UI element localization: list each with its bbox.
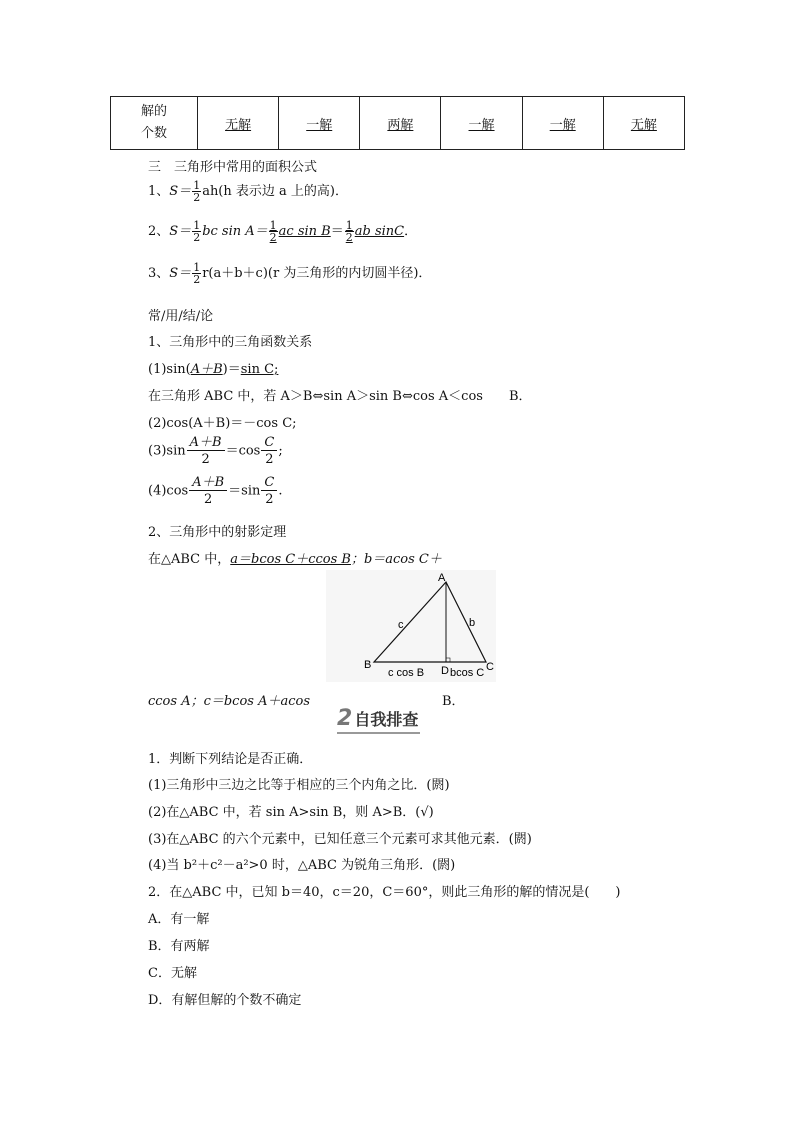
table-cell: 一解 <box>522 97 603 150</box>
table-row-label: 解的 个数 <box>111 97 198 150</box>
q1-item: (2)在△ABC 中，若 sin A>sin B，则 A>B．(√) <box>148 805 434 820</box>
table-cell: 一解 <box>441 97 522 150</box>
area-formula-1: 1、S＝ $\frac{1}{2}$ ah(h 表示边 a 上的高)． <box>148 179 348 204</box>
option-a: A．有一解 <box>148 912 210 927</box>
area-formula-2: 2、S＝ $\frac{1}{2}$ bc sin A＝ $\frac{1}{2}$ ac sin B＝ $\frac{1}{2}$ ab sinC． <box>148 219 418 244</box>
table-row <box>111 97 685 150</box>
angle-relation-text: 在三角形 ABC 中，若 A＞B⇔sin A＞sin B⇔cos A＜cos B． <box>148 389 532 404</box>
area-heading: 三 三角形中常用的面积公式 <box>148 160 318 175</box>
label-side-c: c <box>398 619 404 631</box>
table-cell: 两解 <box>360 97 441 150</box>
label-side-b: b <box>469 617 476 629</box>
triangle-figure <box>326 570 496 682</box>
projection-theorem-end: B． <box>442 694 465 709</box>
q1-item: (4)当 b²＋c²－a²>0 时，△ABC 为锐角三角形．(閼) <box>148 858 456 873</box>
q1-item: (1)三角形中三边之比等于相应的三个内角之比．(閼) <box>148 778 450 793</box>
question-1: 1．判断下列结论是否正确． <box>148 752 313 767</box>
option-d: D．有解但解的个数不确定 <box>148 993 302 1008</box>
q1-item: (3)在△ABC 的六个元素中，已知任意三个元素可求其他元素．(閼) <box>148 832 532 847</box>
formula-sin-half: (3)sin $\frac{A+B}{2}$ ＝cos $\frac{C}{2}$ ; <box>148 435 283 467</box>
area-formula-3: 3、S＝ $\frac{1}{2}$ r(a＋b＋c)(r 为三角形的内切圆半径)． <box>148 261 432 286</box>
label-d: D <box>441 665 449 677</box>
option-b: B．有两解 <box>148 939 210 954</box>
label-b: B <box>364 659 372 671</box>
label-a: A <box>438 572 446 584</box>
option-c: C．无解 <box>148 966 197 981</box>
formula-cos-sum: (2)cos(A＋B)＝－cos C; <box>148 416 297 431</box>
formula-sin-sum: (1)sin(A＋B)＝sin C; <box>148 362 279 377</box>
label-c: C <box>486 661 494 673</box>
table-cell: 无解 <box>198 97 279 150</box>
solution-count-table <box>110 96 685 150</box>
question-2: 2．在△ABC 中，已知 b＝40，c＝20，C＝60°，则此三角形的解的情况是( ) <box>148 885 621 900</box>
label-bcosc: bcos C <box>450 667 485 679</box>
projection-theorem-line: 在△ABC 中，a＝bcos C＋ccos B；b＝acos C＋ <box>148 552 442 567</box>
self-check-heading: 2 自我排查 <box>337 706 420 734</box>
conclusions-heading: 常/用/结/论 <box>148 309 214 324</box>
table-cell: 无解 <box>603 97 684 150</box>
conclusion-2-title: 2、三角形中的射影定理 <box>148 525 287 540</box>
label-ccosb: c cos B <box>388 667 425 679</box>
conclusion-1-title: 1、三角形中的三角函数关系 <box>148 335 313 350</box>
projection-theorem-cont: ccos A；c＝bcos A＋acos <box>148 694 311 709</box>
table-cell: 一解 <box>279 97 360 150</box>
formula-cos-half: (4)cos $\frac{A+B}{2}$ ＝sin $\frac{C}{2}$ . <box>148 475 283 507</box>
